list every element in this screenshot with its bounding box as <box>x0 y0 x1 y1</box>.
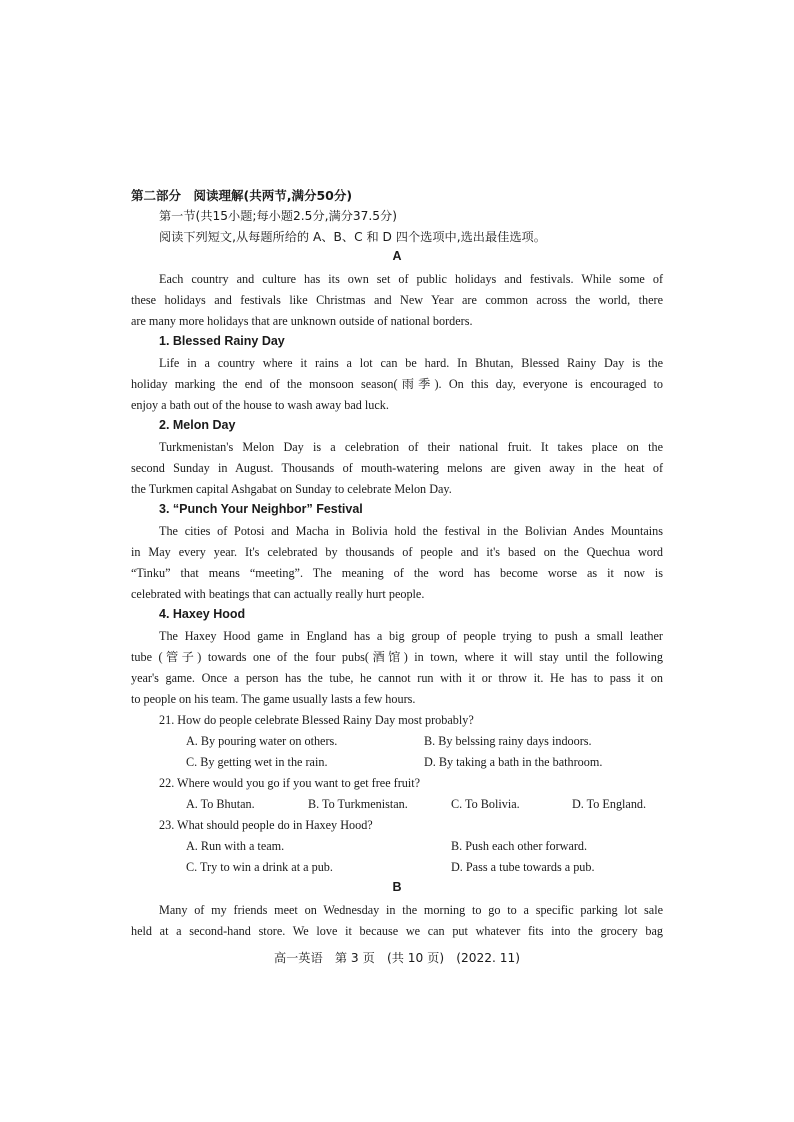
instructions: 阅读下列短文,从每题所给的 A、B、C 和 D 四个选项中,选出最佳选项。 <box>159 230 546 244</box>
question-22-option-d: D. To England. <box>572 797 647 811</box>
passage-line: holiday marking the end of the monsoon season(雨季). On this day, everyone is encouraged to <box>131 377 663 391</box>
passage-line: celebrated with beatings that can actually really hurt people. <box>131 587 425 601</box>
question-23-stem: 23. What should people do in Haxey Hood? <box>159 818 373 832</box>
passage-line: The cities of Potosi and Macha in Bolivia hold the festival in the Bolivian Andes Mountains <box>159 524 663 538</box>
part-header: 第二部分 阅读理解(共两节,满分50分) <box>131 188 353 203</box>
passage-line: second Sunday in August. Thousands of mouth-watering melons are given away in the heat of <box>131 461 663 475</box>
passage-line: Life in a country where it rains a lot can be hard. In Bhutan, Blessed Rainy Day is the <box>159 356 663 370</box>
passage-line: held at a second-hand store. We love it because we can put whatever fits into the grocery bag <box>131 924 663 938</box>
passage-line: Many of my friends meet on Wednesday in the morning to go to a specific parking lot sale <box>159 903 663 917</box>
passage-a-label: A <box>392 249 402 263</box>
question-22-option-b: B. To Turkmenistan. <box>308 797 408 811</box>
page-footer: 高一英语 第 3 页 (共 10 页) (2022. 11) <box>273 951 521 965</box>
question-21-option-d: D. By taking a bath in the bathroom. <box>424 755 603 769</box>
passage-b-label: B <box>392 880 402 894</box>
passage-line: in May every year. It's celebrated by thousands of people and it's based on the Quechua word <box>131 545 663 559</box>
passage-line: are many more holidays that are unknown outside of national borders. <box>131 314 473 328</box>
question-21-option-b: B. By belssing rainy days indoors. <box>424 734 592 748</box>
passage-line: to people on his team. The game usually lasts a few hours. <box>131 692 416 706</box>
passage-line: The Haxey Hood game in England has a big group of people trying to push a small leather <box>159 629 663 643</box>
passage-line: Each country and culture has its own set of public holidays and festivals. While some of <box>159 272 663 286</box>
passage-line: the Turkmen capital Ashgabat on Sunday to celebrate Melon Day. <box>131 482 452 496</box>
heading-blessed-rainy-day: 1. Blessed Rainy Day <box>159 334 285 348</box>
passage-line: these holidays and festivals like Christmas and New Year are common across the world, there <box>131 293 663 307</box>
passage-line: enjoy a bath out of the house to wash away bad luck. <box>131 398 389 412</box>
question-22-option-c: C. To Bolivia. <box>451 797 520 811</box>
heading-punch-your-neighbor: 3. “Punch Your Neighbor” Festival <box>159 502 363 516</box>
question-23-option-d: D. Pass a tube towards a pub. <box>451 860 595 874</box>
heading-haxey-hood: 4. Haxey Hood <box>159 607 246 621</box>
question-23-option-b: B. Push each other forward. <box>451 839 588 853</box>
question-23-option-a: A. Run with a team. <box>186 839 285 853</box>
passage-line: year's game. Once a person has the tube, he cannot run with it or throw it. He has to pass it on <box>131 671 663 685</box>
question-21-stem: 21. How do people celebrate Blessed Rainy Day most probably? <box>159 713 474 727</box>
passage-line: Turkmenistan's Melon Day is a celebration of their national fruit. It takes place on the <box>159 440 663 454</box>
section-header: 第一节(共15小题;每小题2.5分,满分37.5分) <box>159 209 397 223</box>
passage-line: tube (管子) towards one of the four pubs(酒馆) in town, where it will stay until the following <box>131 650 663 664</box>
question-22-option-a: A. To Bhutan. <box>186 797 255 811</box>
question-23-option-c: C. Try to win a drink at a pub. <box>186 860 333 874</box>
question-22-stem: 22. Where would you go if you want to get free fruit? <box>159 776 421 790</box>
heading-melon-day: 2. Melon Day <box>159 418 236 432</box>
passage-line: “Tinku” that means “meeting”. The meaning of the word has become worse as it now is <box>131 566 663 580</box>
question-21-option-c: C. By getting wet in the rain. <box>186 755 328 769</box>
question-21-option-a: A. By pouring water on others. <box>186 734 338 748</box>
